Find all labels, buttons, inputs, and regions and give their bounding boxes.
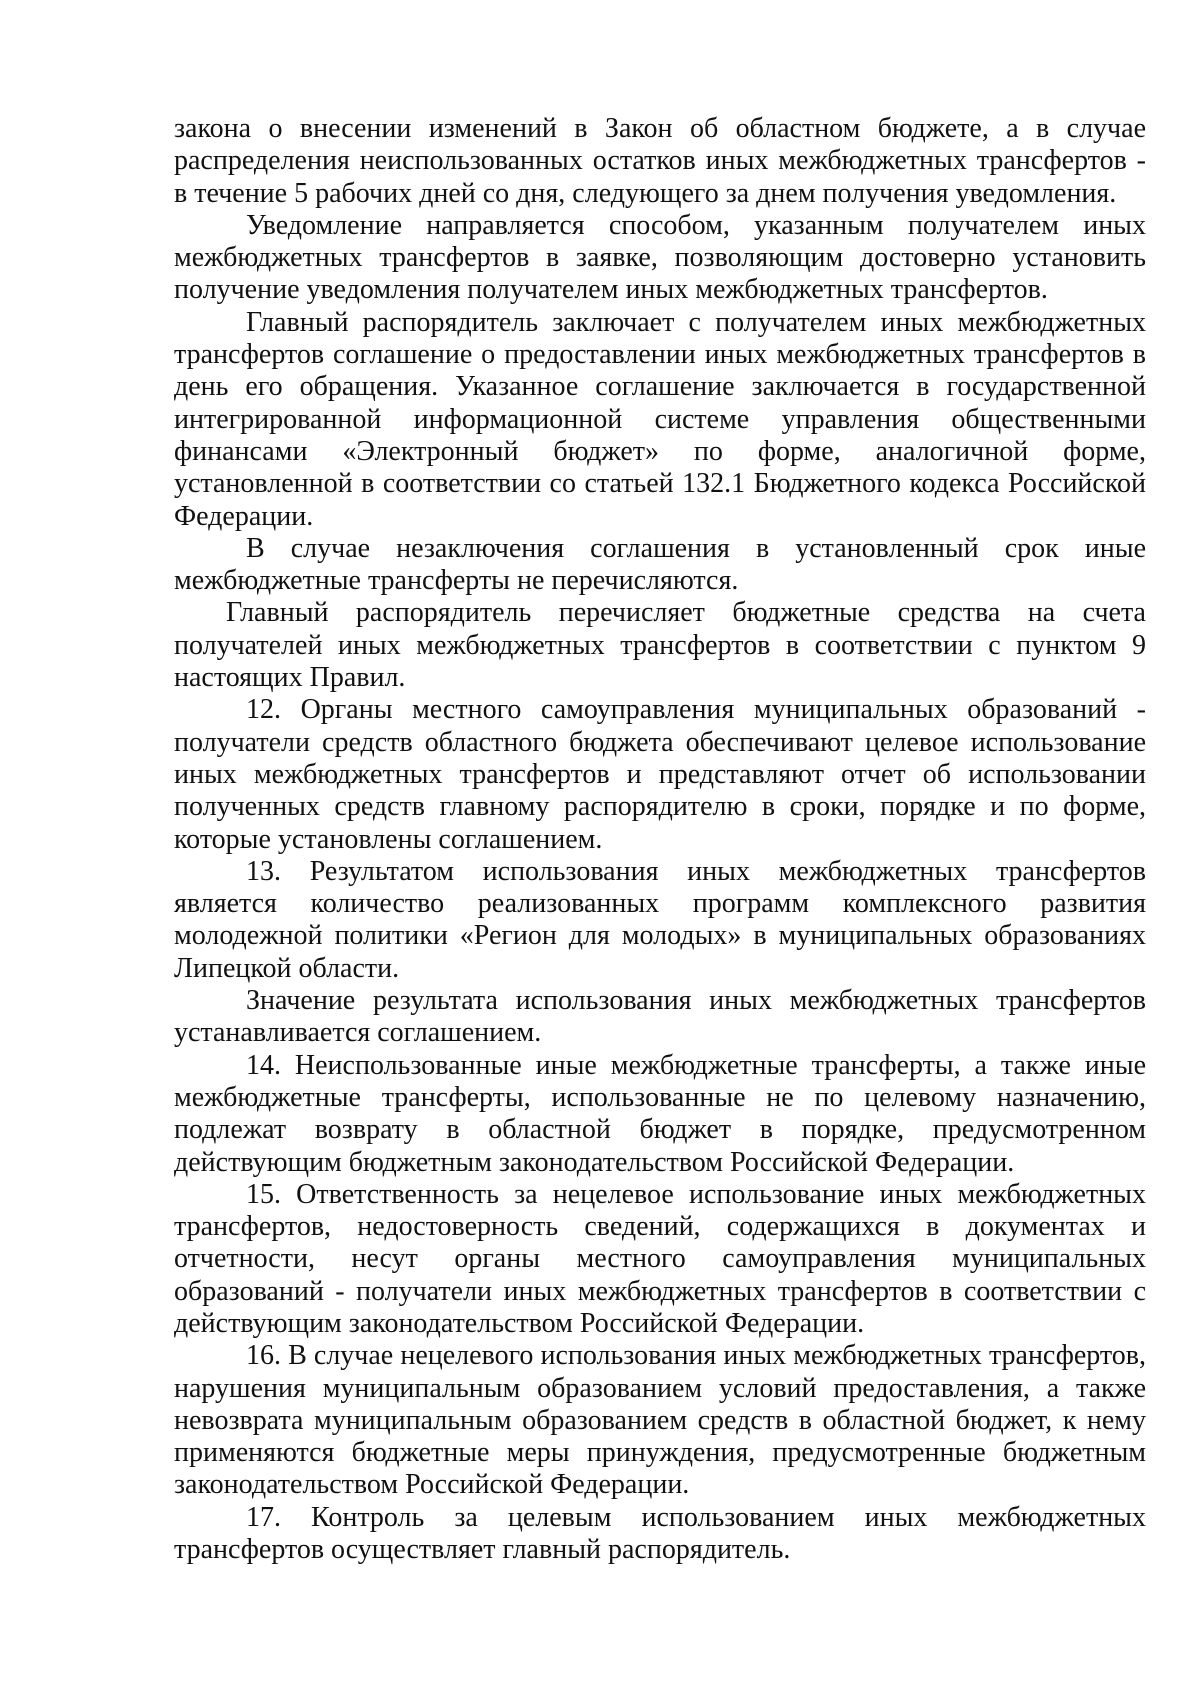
paragraph-item-17: 17. Контроль за целевым использованием иных межбюджетных трансфертов осуществляет главный распорядитель.: [174, 1501, 1146, 1566]
paragraph-agreement: Главный распорядитель заключает с получателем иных межбюджетных трансфертов соглашение о предоставлении иных межбюджетных трансфертов в день его обращения. Указанное соглашение заключается в государственной интегрированной информационной системе управления общественными финансами «Электронный бюджет» по форме, аналогичной форме, установленной в соответствии со статьей 132.1 Бюджетного кодекса Российской Федерации.: [174, 306, 1146, 532]
paragraph-continuation: закона о внесении изменений в Закон об областном бюджете, а в случае распределения неиспользованных остатков иных межбюджетных трансфертов - в течение 5 рабочих дней со дня, следующего за днем получения уведомления.: [174, 113, 1146, 209]
paragraph-item-16: 16. В случае нецелевого использования иных межбюджетных трансфертов, нарушения муниципальным образованием условий предоставления, а также невозврата муниципальным образованием средств в областной бюджет, к нему применяются бюджетные меры принуждения, предусмотренные бюджетным законодательством Российской Федерации.: [174, 1340, 1146, 1501]
paragraph-item-15: 15. Ответственность за нецелевое использование иных межбюджетных трансфертов, недостоверность сведений, содержащихся в документах и отчетности, несут органы местного самоуправления муниципальных образований - получатели иных межбюджетных трансфертов в соответствии с действующим законодательством Российской Федерации.: [174, 1178, 1146, 1339]
paragraph-item-12: 12. Органы местного самоуправления муниципальных образований - получатели средств областного бюджета обеспечивают целевое использование иных межбюджетных трансфертов и представляют отчет об использовании полученных средств главному распорядителю в сроки, порядке и по форме, которые установлены соглашением.: [174, 694, 1146, 855]
paragraph-result-value: Значение результата использования иных межбюджетных трансфертов устанавливается соглашением.: [174, 985, 1146, 1049]
paragraph-transfer-funds: Главный распорядитель перечисляет бюджетные средства на счета получателей иных межбюджетных трансфертов в соответствии с пунктом 9 настоящих Правил.: [174, 597, 1146, 694]
paragraph-item-13: 13. Результатом использования иных межбюджетных трансфертов является количество реализованных программ комплексного развития молодежной политики «Регион для молодых» в муниципальных образованиях Липецкой области.: [174, 855, 1146, 984]
document-body: [174, 113, 1146, 1566]
paragraph-notification-method: Уведомление направляется способом, указанным получателем иных межбюджетных трансфертов в заявке, позволяющим достоверно установить получение уведомления получателем иных межбюджетных трансфертов.: [174, 209, 1146, 306]
paragraph-no-agreement: В случае незаключения соглашения в установленный срок иные межбюджетные трансферты не перечисляются.: [174, 532, 1146, 597]
paragraph-item-14: 14. Неиспользованные иные межбюджетные трансферты, а также иные межбюджетные трансферты, использованные не по целевому назначению, подлежат возврату в областной бюджет в порядке, предусмотренном действующим бюджетным законодательством Российской Федерации.: [174, 1049, 1146, 1178]
